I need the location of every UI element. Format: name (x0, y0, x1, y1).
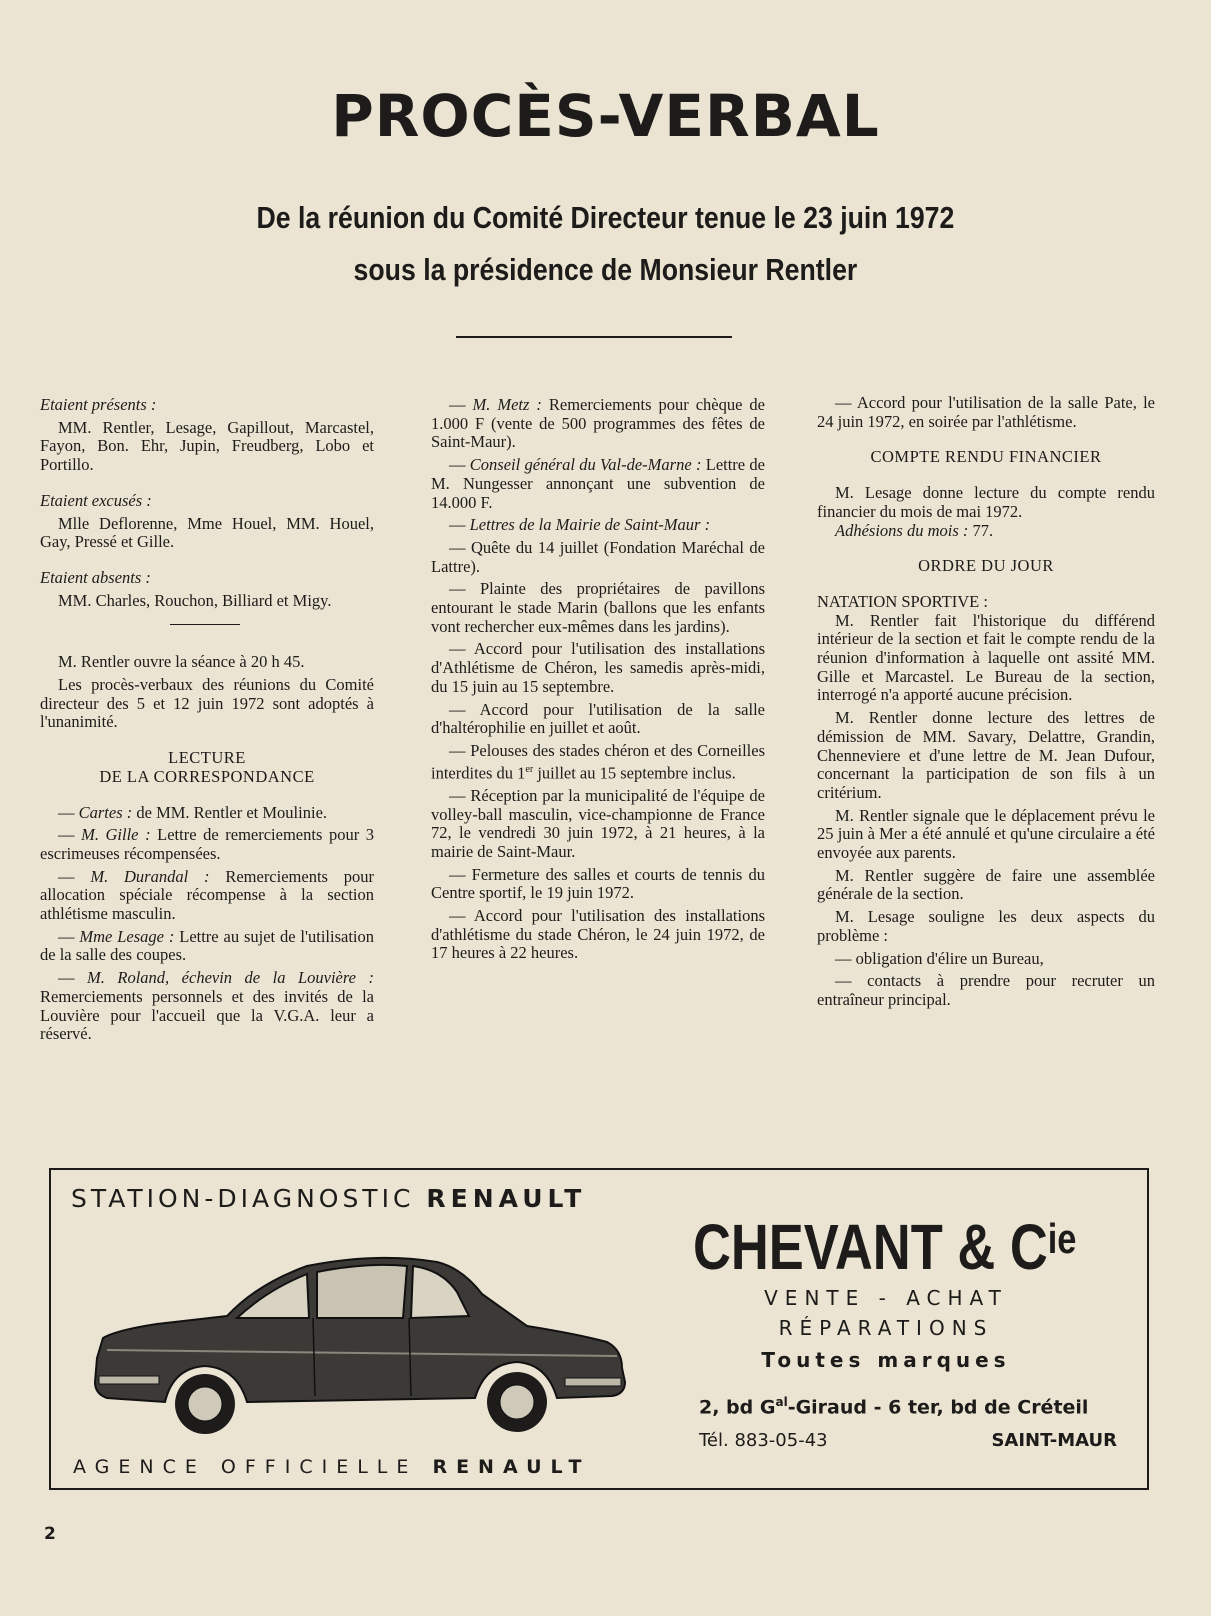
page-title: PROCÈS-VERBAL (331, 82, 880, 150)
swimming-heading: NATATION SPORTIVE : (817, 591, 988, 611)
agenda-paragraph: M. Rentler signale que le déplacement prévu le 25 juin à Mer a été annulé et qu'une circulaire a été envoyée aux parents. (817, 805, 1155, 863)
mairie-item: — Pelouses des stades chéron et des Corneilles interdites du 1er juillet au 15 septembre inclus. (431, 740, 765, 783)
mairie-item: — Plainte des propriétaires de pavillons entourant le stade Marin (ballons que les enfants vont rechercher eux-mêmes dans les jardins). (431, 579, 765, 636)
excused-list: Mlle Deflorenne, Mme Houel, MM. Houel, Gay, Pressé et Gille. (40, 513, 374, 552)
correspondence-item: — Cartes : de MM. Rentler et Moulinie. (58, 802, 328, 822)
text-column-2 (431, 396, 765, 967)
subtitle-line-1: De la réunion du Comité Directeur tenue le 23 juin 1972 (256, 200, 955, 235)
membership-line: Adhésions du mois : 77. (835, 520, 994, 540)
correspondence-item: — M. Metz : Remerciements pour chèque de 1.000 F (vente de 500 programmes des fêtes de Saint-Maur). (431, 395, 765, 452)
mairie-item: — Fermeture des salles et courts de tennis du Centre sportif, le 19 juin 1972. (431, 864, 765, 903)
ad-city: SAINT-MAUR (991, 1430, 1117, 1451)
ad-company-name: CHEVANT & $C^{ie}$ (693, 1211, 1077, 1283)
agenda-paragraph: M. Lesage souligne les deux aspects du problème : (817, 907, 1155, 945)
ad-services-line: VENTE - ACHAT (764, 1286, 1008, 1310)
ad-repairs-line: RÉPARATIONS (778, 1316, 994, 1340)
agenda-paragraph: M. Rentler donne lecture des lettres de démission de MM. Savary, Delattre, Grandin, Chenneviere et d'une lettre de M. Jean Dufour, concernant la participation de son fils à un critérium. (817, 708, 1155, 802)
financial-heading: COMPTE RENDU FINANCIER (870, 447, 1102, 467)
page-number: 2 (44, 1524, 56, 1544)
correspondence-item: — Lettres de la Mairie de Saint-Maur : (449, 515, 711, 535)
ad-address: 2, bd $G^{al}$-Giraud - 6 ter, bd de Créteil (699, 1395, 1089, 1419)
ad-brands-line: Toutes marques (761, 1348, 1011, 1372)
financial-paragraph: M. Lesage donne lecture du compte rendu financier du mois de mai 1972. (817, 483, 1155, 521)
ad-phone: Tél. 883-05-43 (699, 1430, 828, 1451)
advertisement-box (49, 1168, 1149, 1490)
agenda-bullet: — contacts à prendre pour recruter un entraîneur principal. (817, 971, 1155, 1009)
correspondence-item: — M. Roland, échevin de la Louvière : Remerciements personnels et des invités de la Louvière pour l'accueil que la V.G.A. leur a réservé. (40, 968, 375, 1044)
absent-label: Etaient absents : (40, 567, 151, 587)
correspondence-item: — Conseil général du Val-de-Marne : Lettre de M. Nungesser annonçant une subvention de 14.000 F. (431, 455, 765, 512)
agenda-heading: ORDRE DU JOUR (918, 556, 1054, 576)
agenda-paragraph: M. Rentler suggère de faire une assemblée générale de la section. (817, 865, 1155, 904)
agenda-paragraph: M. Rentler fait l'historique du différend intérieur de la section et fait le compte rendu de la réunion d'information à laquelle ont assité MM. Gille et Marcastel. Le Bureau de la section, interrogé n'a apporté aucune précision. (817, 610, 1155, 705)
correspondence-item: — M. Durandal : Remerciements pour allocation spéciale récompense à la section athlétisme masculin. (40, 866, 375, 924)
opening-paragraph: M. Rentler ouvre la séance à 20 h 45. (58, 652, 305, 672)
correspondence-heading-1: LECTURE (168, 748, 246, 768)
present-label: Etaient présents : (40, 395, 157, 414)
ad-agency-line: AGENCE OFFICIELLE RENAULT (73, 1456, 591, 1478)
correspondence-heading-2: DE LA CORRESPONDANCE (99, 766, 315, 786)
correspondence-item: — M. Gille : Lettre de remerciements pour 3 escrimeuses récompensées. (40, 825, 375, 863)
mairie-item: — Accord pour l'utilisation de la salle Pate, le 24 juin 1972, en soirée par l'athlétisme. (817, 393, 1155, 431)
text-column-1 (40, 396, 374, 1048)
correspondence-item: — Mme Lesage : Lettre au sujet de l'utilisation de la salle des coupes. (40, 926, 374, 965)
ad-station-title: STATION-DIAGNOSTIC RENAULT (71, 1184, 587, 1213)
subtitle-line-2: sous la présidence de Monsieur Rentler (353, 252, 858, 287)
mairie-item: — Accord pour l'utilisation de la salle d'haltérophilie en juillet et août. (431, 699, 765, 738)
agenda-bullet: — obligation d'élire un Bureau, (835, 948, 1044, 968)
car-illustration (77, 1246, 637, 1436)
text-column-3 (817, 394, 1155, 1014)
absent-list: MM. Charles, Rouchon, Billiard et Migy. (58, 590, 332, 610)
mairie-item: — Réception par la municipalité de l'équipe de volley-ball masculin, vice-championne de France 72, le vendredi 30 juin 1972, à 21 heures, à la mairie de Saint-Maur. (431, 785, 765, 861)
page-subtitle (85, 192, 1126, 296)
title-divider (456, 336, 732, 338)
section-divider (170, 624, 240, 625)
present-list: MM. Rentler, Lesage, Gapillout, Marcastel, Fayon, Bon. Ehr, Jupin, Freudberg, Lobo et Portillo. (40, 417, 374, 475)
mairie-item: — Accord pour l'utilisation des installations d'Athlétisme de Chéron, les samedis après-midi, du 15 juin au 15 septembre. (431, 639, 765, 696)
excused-label: Etaient excusés : (40, 490, 152, 510)
mairie-item: — Quête du 14 juillet (Fondation Maréchal de Lattre). (431, 537, 765, 576)
minutes-paragraph: Les procès-verbaux des réunions du Comité directeur des 5 et 12 juin 1972 sont adoptés à l'unanimité. (40, 675, 374, 732)
mairie-item: — Accord pour l'utilisation des installations d'athlétisme du stade Chéron, le 24 juin 1972, de 17 heures à 22 heures. (431, 906, 765, 963)
